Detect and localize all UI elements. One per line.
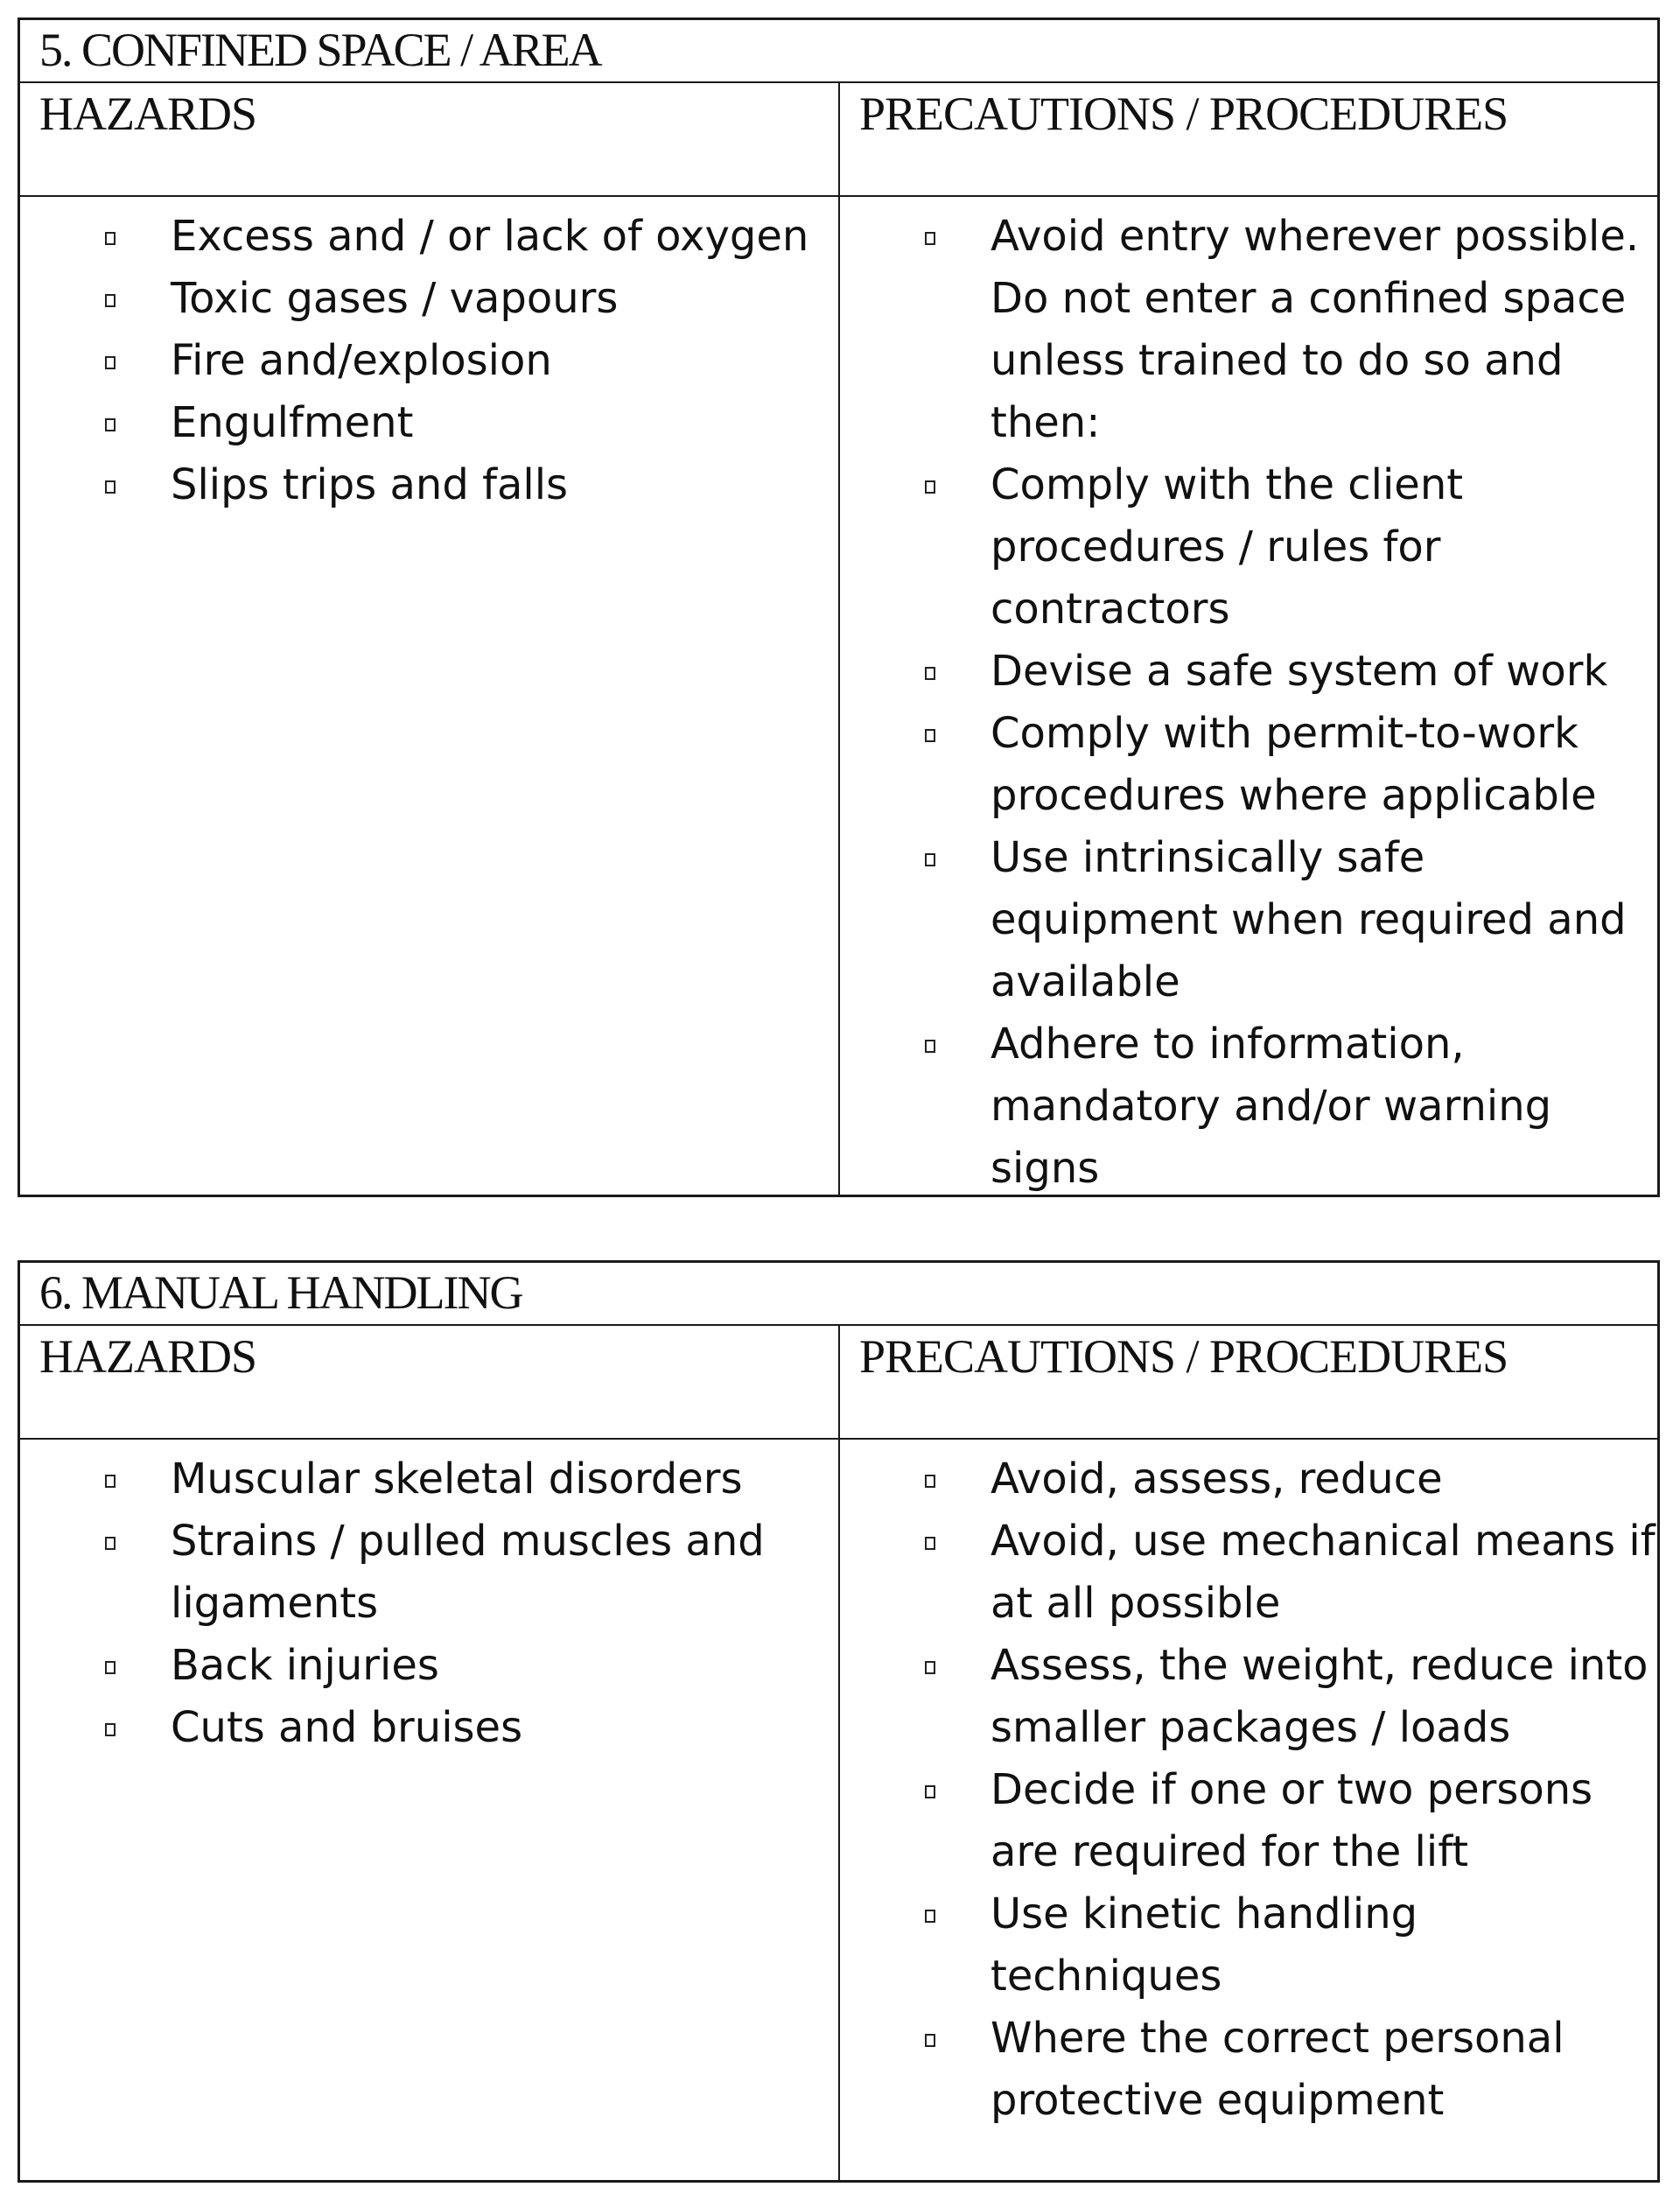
list-item [840, 1759, 1657, 1883]
list-item-text: Slips trips and falls [171, 460, 569, 509]
list-item-text: Assess, the weight, reduce into [990, 1641, 1648, 1690]
list-item-text: at all possible [990, 1579, 1281, 1628]
square-bullet-icon [925, 1537, 935, 1550]
square-bullet-icon [925, 2034, 935, 2047]
header-row [20, 1326, 1657, 1440]
list-item [20, 330, 838, 392]
list-item-text: Toxic gases / vapours [171, 274, 619, 323]
square-bullet-icon [925, 729, 935, 742]
list-item-text: then: [990, 398, 1101, 447]
section-title: 6. MANUAL HANDLING [20, 1263, 1657, 1326]
list-item-text: Avoid entry wherever possible. [990, 212, 1640, 261]
precautions-cell [840, 197, 1657, 1195]
precautions-list [840, 1448, 1657, 2132]
square-bullet-icon [925, 1785, 935, 1798]
square-bullet-icon [105, 1475, 116, 1488]
list-item-text: Comply with permit-to-work [990, 709, 1578, 758]
precautions-cell [840, 1440, 1657, 2180]
square-bullet-icon [925, 1910, 935, 1923]
square-bullet-icon [925, 480, 935, 494]
list-item-text: Comply with the client [990, 460, 1464, 509]
list-item-text: Decide if one or two persons [990, 1765, 1593, 1814]
list-item-text: Do not enter a confined space [990, 274, 1627, 323]
square-bullet-icon [105, 480, 116, 494]
list-item-text: Excess and / or lack of oxygen [171, 212, 809, 261]
list-item-text: mandatory and/or warning [990, 1082, 1552, 1131]
list-item [840, 1448, 1657, 1511]
list-item-text: Avoid, use mechanical means if [990, 1517, 1656, 1566]
square-bullet-icon [925, 853, 935, 866]
list-item-text: ligaments [171, 1579, 379, 1628]
list-item-text: equipment when required and [990, 895, 1627, 944]
list-item-text: unless trained to do so and [990, 336, 1564, 385]
hazards-header: HAZARDS [20, 1326, 840, 1438]
square-bullet-icon [925, 667, 935, 680]
square-bullet-icon [105, 1723, 116, 1736]
square-bullet-icon [105, 356, 116, 369]
hazards-list [20, 1448, 838, 1759]
list-item-text: Devise a safe system of work [990, 647, 1608, 696]
list-item [840, 827, 1657, 1013]
list-item-text: Muscular skeletal disorders [171, 1454, 743, 1504]
list-item-text: Use kinetic handling [990, 1889, 1418, 1938]
list-item-text: smaller packages / loads [990, 1703, 1511, 1752]
precautions-header: PRECAUTIONS / PROCEDURES [859, 1330, 1508, 1383]
list-item-text: Back injuries [171, 1641, 439, 1690]
list-item [20, 1448, 838, 1511]
square-bullet-icon [925, 232, 935, 245]
square-bullet-icon [105, 232, 116, 245]
list-item-text: Adhere to information, [990, 1020, 1465, 1069]
list-item [20, 1697, 838, 1759]
list-item-text: procedures / rules for [990, 522, 1441, 571]
list-item [840, 1511, 1657, 1635]
list-item-text: procedures where applicable [990, 771, 1597, 820]
list-item [840, 703, 1657, 827]
list-item [20, 206, 838, 268]
list-item [840, 641, 1657, 703]
list-item-text: Strains / pulled muscles and [171, 1517, 765, 1566]
list-item [840, 1013, 1657, 1200]
list-item [20, 392, 838, 454]
section-manual-handling-table [18, 1260, 1660, 2183]
list-item [840, 454, 1657, 641]
square-bullet-icon [925, 1661, 935, 1674]
hazards-cell [20, 197, 840, 1195]
square-bullet-icon [105, 294, 116, 307]
list-item-text: Fire and/explosion [171, 336, 552, 385]
body-row [20, 1440, 1657, 2180]
hazards-list [20, 206, 838, 516]
square-bullet-icon [105, 1537, 116, 1550]
square-bullet-icon [925, 1475, 935, 1488]
list-item [20, 454, 838, 516]
list-item-text: Where the correct personal [990, 2014, 1564, 2063]
list-item [20, 1511, 838, 1635]
list-item [840, 206, 1657, 454]
hazards-header: HAZARDS [20, 83, 840, 195]
list-item-text: signs [990, 1144, 1100, 1193]
list-item-text: protective equipment [990, 2076, 1445, 2125]
body-row [20, 197, 1657, 1195]
square-bullet-icon [105, 1661, 116, 1674]
list-item-text: Cuts and bruises [171, 1703, 523, 1752]
list-item [840, 1635, 1657, 1759]
list-item-text: Use intrinsically safe [990, 833, 1425, 882]
list-item-text: contractors [990, 585, 1230, 634]
list-item [840, 2008, 1657, 2132]
list-item-text: Engulfment [171, 398, 414, 447]
list-item [840, 1883, 1657, 2008]
hazards-cell [20, 1440, 840, 2180]
precautions-list [840, 206, 1657, 1200]
section-confined-space-table [18, 18, 1660, 1197]
list-item-text: are required for the lift [990, 1827, 1469, 1876]
list-item [20, 268, 838, 330]
square-bullet-icon [105, 418, 116, 431]
list-item-text: techniques [990, 1952, 1222, 2001]
list-item [20, 1635, 838, 1697]
section-title: 5. CONFINED SPACE / AREA [20, 20, 1657, 83]
list-item-text: Avoid, assess, reduce [990, 1454, 1443, 1504]
square-bullet-icon [925, 1040, 935, 1053]
list-item-text: available [990, 957, 1180, 1006]
header-row [20, 83, 1657, 197]
precautions-header: PRECAUTIONS / PROCEDURES [859, 88, 1508, 140]
